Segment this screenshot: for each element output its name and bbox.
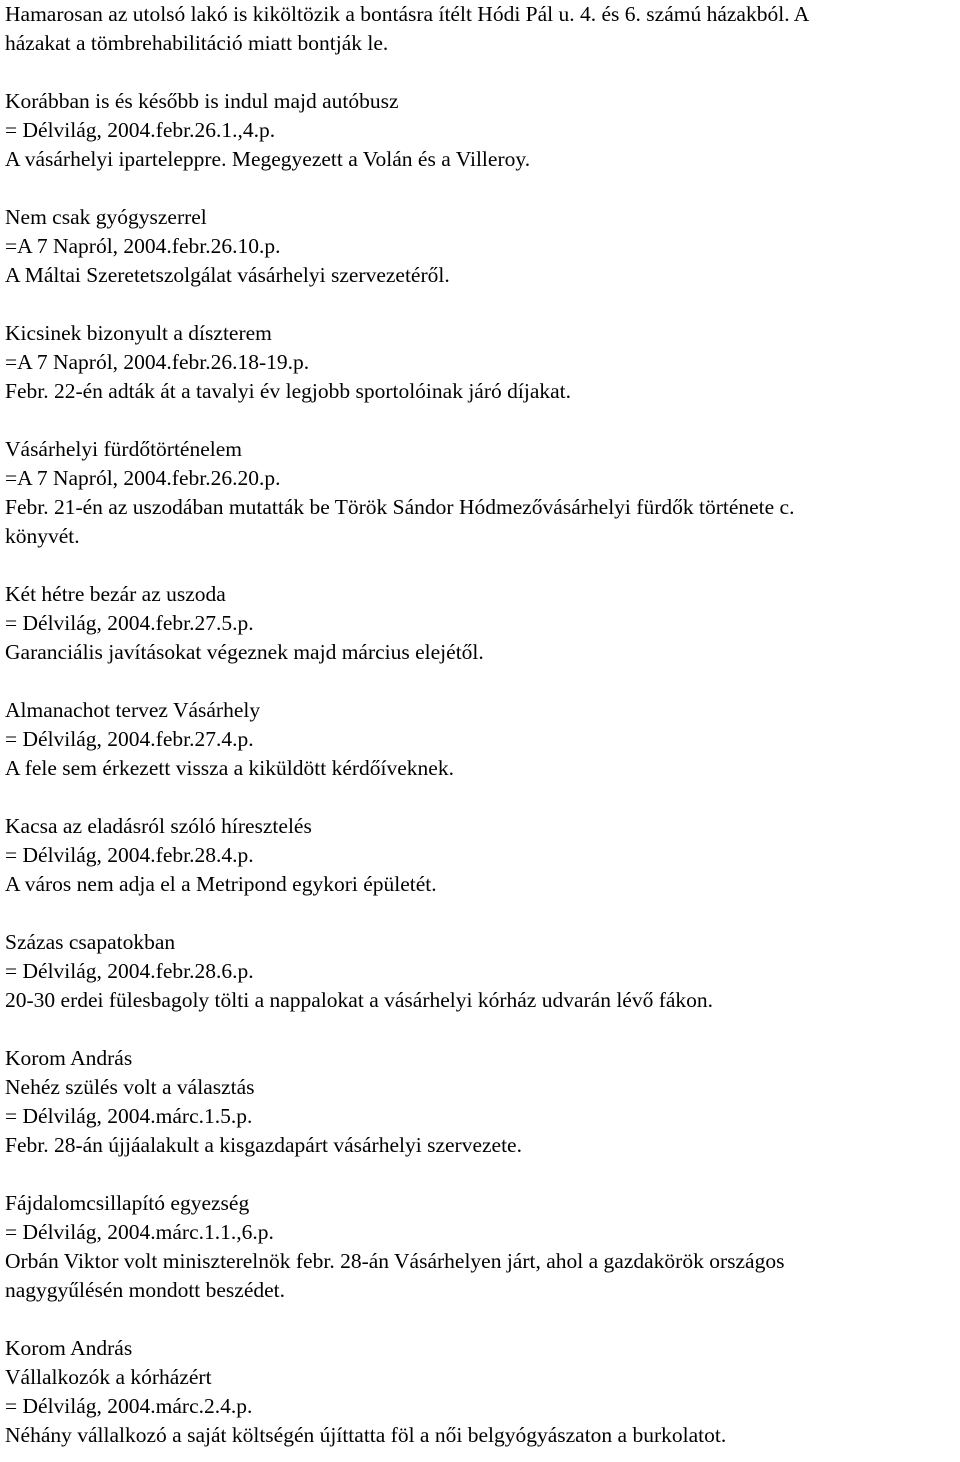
article-source: = Délvilág, 2004.febr.27.4.p. bbox=[5, 727, 254, 751]
article-summary: Febr. 22-én adták át a tavalyi év legjobb sportolóinak járó díjakat. bbox=[5, 379, 572, 403]
article-entry bbox=[5, 696, 955, 783]
article-title: Korábban is és később is indul majd autóbusz bbox=[5, 89, 399, 113]
article-title: Fájdalomcsillapító egyezség bbox=[5, 1191, 250, 1215]
article-summary: Néhány vállalkozó a saját költségén újíttatta föl a női belgyógyászaton a burkolatot. bbox=[5, 1423, 727, 1447]
article-title: Nehéz szülés volt a választás bbox=[5, 1075, 255, 1099]
article-summary: nagygyűlésén mondott beszédet. bbox=[5, 1278, 286, 1302]
article-source: =A 7 Napról, 2004.febr.26.10.p. bbox=[5, 234, 281, 258]
document-page bbox=[5, 0, 955, 1450]
article-title: Százas csapatokban bbox=[5, 930, 176, 954]
article-source: = Délvilág, 2004.febr.28.6.p. bbox=[5, 959, 254, 983]
article-entry bbox=[5, 1044, 955, 1160]
article-title: Kicsinek bizonyult a díszterem bbox=[5, 321, 272, 345]
article-author: Korom András bbox=[5, 1336, 133, 1360]
article-entry bbox=[5, 928, 955, 1015]
article-entry bbox=[5, 812, 955, 899]
article-summary: A Máltai Szeretetszolgálat vásárhelyi szervezetéről. bbox=[5, 263, 450, 287]
article-summary: Febr. 28-án újjáalakult a kisgazdapárt vásárhelyi szervezete. bbox=[5, 1133, 522, 1157]
article-entry bbox=[5, 1189, 955, 1305]
intro-line: házakat a tömbrehabilitáció miatt bontják le. bbox=[5, 31, 389, 55]
article-summary: A vásárhelyi iparteleppre. Megegyezett a Volán és a Villeroy. bbox=[5, 147, 531, 171]
article-author: Korom András bbox=[5, 1046, 133, 1070]
article-entry bbox=[5, 87, 955, 174]
article-entry bbox=[5, 580, 955, 667]
article-source: = Délvilág, 2004.febr.27.5.p. bbox=[5, 611, 254, 635]
article-title: Vállalkozók a kórházért bbox=[5, 1365, 212, 1389]
article-source: = Délvilág, 2004.márc.1.1.,6.p. bbox=[5, 1220, 274, 1244]
article-source: = Délvilág, 2004.márc.2.4.p. bbox=[5, 1394, 253, 1418]
intro-line: Hamarosan az utolsó lakó is kiköltözik a bontásra ítélt Hódi Pál u. 4. és 6. számú házakból. A bbox=[5, 2, 810, 26]
article-title: Kacsa az eladásról szóló híresztelés bbox=[5, 814, 312, 838]
article-source: = Délvilág, 2004.márc.1.5.p. bbox=[5, 1104, 253, 1128]
article-source: =A 7 Napról, 2004.febr.26.20.p. bbox=[5, 466, 281, 490]
article-entry bbox=[5, 435, 955, 551]
article-summary: könyvét. bbox=[5, 524, 80, 548]
intro-paragraph bbox=[5, 0, 955, 58]
article-title: Almanachot tervez Vásárhely bbox=[5, 698, 261, 722]
article-title: Nem csak gyógyszerrel bbox=[5, 205, 207, 229]
article-title: Két hétre bezár az uszoda bbox=[5, 582, 226, 606]
article-summary: Orbán Viktor volt miniszterelnök febr. 28-án Vásárhelyen járt, ahol a gazdakörök országos bbox=[5, 1249, 785, 1273]
article-summary: Garanciális javításokat végeznek majd március elejétől. bbox=[5, 640, 484, 664]
article-entry bbox=[5, 203, 955, 290]
article-title: Vásárhelyi fürdőtörténelem bbox=[5, 437, 243, 461]
article-summary: A város nem adja el a Metripond egykori épületét. bbox=[5, 872, 437, 896]
article-entry bbox=[5, 319, 955, 406]
article-summary: 20-30 erdei fülesbagoly tölti a nappalokat a vásárhelyi kórház udvarán lévő fákon. bbox=[5, 988, 714, 1012]
article-summary: A fele sem érkezett vissza a kiküldött kérdőíveknek. bbox=[5, 756, 454, 780]
article-source: = Délvilág, 2004.febr.28.4.p. bbox=[5, 843, 254, 867]
article-source: = Délvilág, 2004.febr.26.1.,4.p. bbox=[5, 118, 276, 142]
article-summary: Febr. 21-én az uszodában mutatták be Török Sándor Hódmezővásárhelyi fürdők története c. bbox=[5, 495, 795, 519]
article-entry bbox=[5, 1334, 955, 1450]
article-source: =A 7 Napról, 2004.febr.26.18-19.p. bbox=[5, 350, 310, 374]
